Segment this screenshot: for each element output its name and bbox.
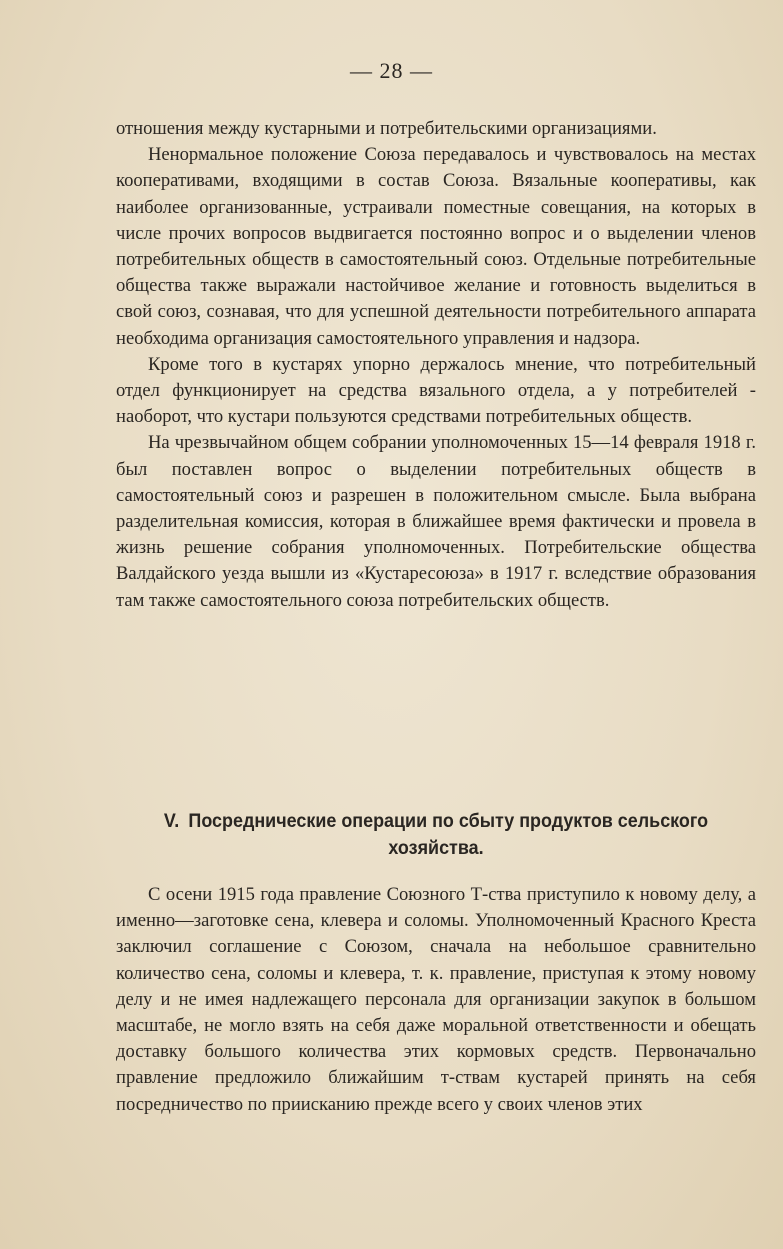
- text-block-2: [116, 882, 756, 1118]
- section-number: V.: [163, 810, 180, 832]
- paragraph: отношения между кустарными и потребительскими организациями.: [116, 118, 657, 139]
- paragraph: Кроме того в кустарях упорно держалось мнение, что потребительный отдел функционирует на средства вязального отдела, а у потребителей - наоборот, что кустари пользуются средствами потребительных обществ.: [116, 353, 756, 428]
- page-number: — 28 —: [350, 58, 433, 83]
- paragraph: На чрезвычайном общем собрании уполномоченных 15—14 февраля 1918 г. был поставлен вопрос о выделении потребительных обществ в самостоятельный союз и разрешен в положительном смысле. Была выбрана разделительная комиссия, которая в ближайшее время фактически и провела в жизнь решение собрания уполномоченных. Потребительские общества Валдайского уезда вышли из «Кустаресоюза» в 1917 г. вследствие образования там также самостоятельного союза потребительских обществ.: [116, 432, 756, 611]
- paragraph: С осени 1915 года правление Союзного Т-ства приступило к новому делу, а именно—заготовке сена, клевера и соломы. Уполномоченный Красного Креста заключил соглашение с Союзом, сначала на небольшое сравнительно количество сена, соломы и клевера, т. к. правление, приступая к этому новому делу и не имея надлежащего персонала для организации закупок в большом масштабе, не могло взять на себя даже моральной ответственности и обещать доставку большого количества этих кормовых средств. Первоначально правление предложило ближайшим т-ствам кустарей принять на себя посредничество по приисканию прежде всего у своих членов этих: [116, 884, 756, 1115]
- paragraph: Ненормальное положение Союза передавалось и чувствовалось на местах кооперативами, входящими в состав Союза. Вязальные кооперативы, как наиболее организованные, устраивали поместные совещания, на которых в числе прочих вопросов выдвигается постоянно вопрос и о выделении членов потребительных обществ в самостоятельный союз. Отдельные потребительные общества также выражали настойчивое желание и готовность выделиться в свой союз, сознавая, что для успешной деятельности потребительного аппарата необходима организация самостоятельного управления и надзора.: [116, 144, 756, 349]
- section-heading: [142, 808, 731, 862]
- text-block: [116, 116, 756, 614]
- section-title: Посреднические операции по сбыту продуктов сельского хозяйства.: [188, 810, 709, 859]
